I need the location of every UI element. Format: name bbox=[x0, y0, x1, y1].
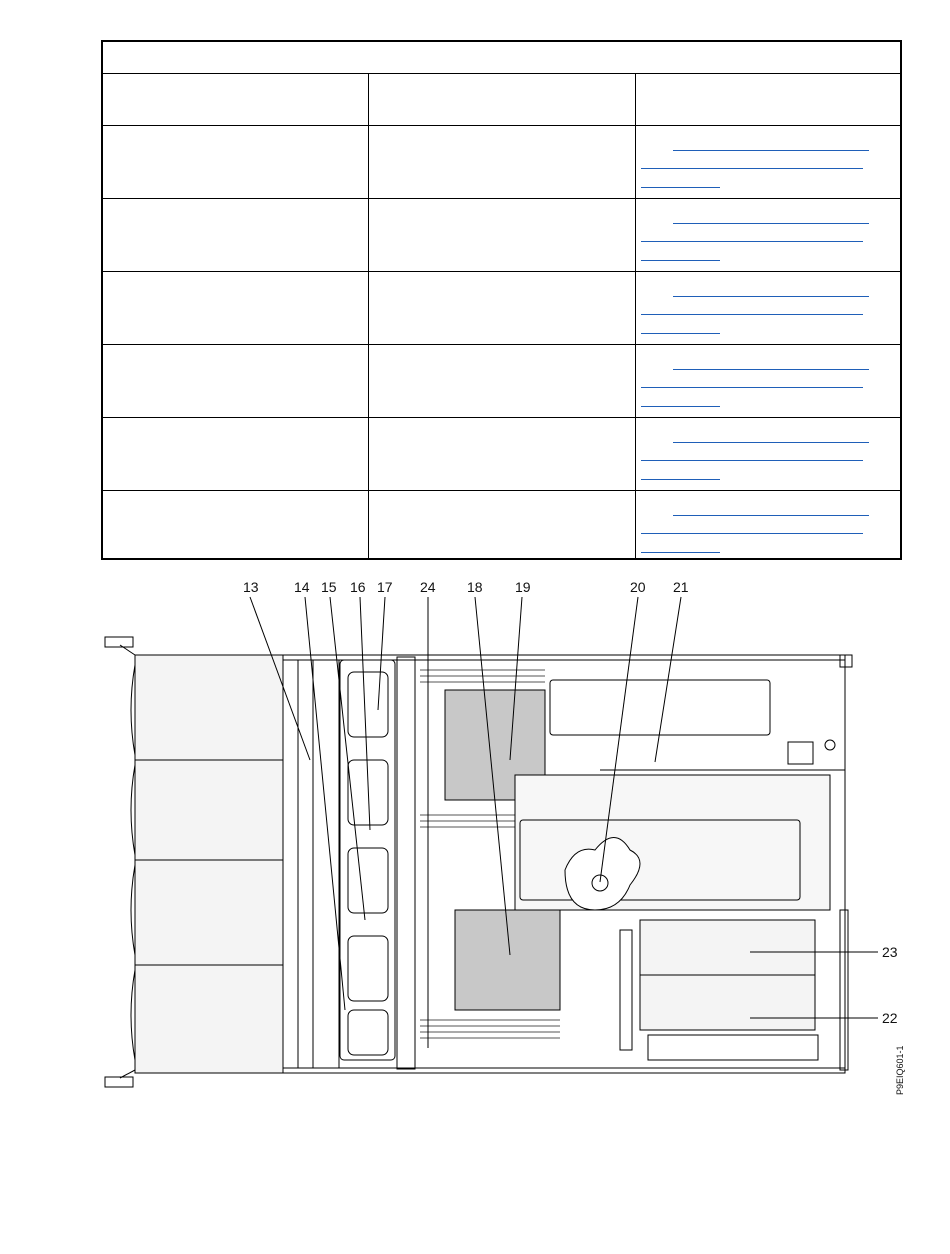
callout-14: 14 bbox=[294, 579, 310, 595]
link-underline[interactable] bbox=[673, 150, 869, 151]
link-underline[interactable] bbox=[673, 442, 869, 443]
callout-19: 19 bbox=[515, 579, 531, 595]
callout-24: 24 bbox=[420, 579, 436, 595]
callout-22: 22 bbox=[882, 1010, 898, 1026]
table-row bbox=[103, 491, 900, 564]
riser-cage bbox=[515, 775, 830, 910]
link-underline[interactable] bbox=[641, 387, 863, 388]
callout-15: 15 bbox=[321, 579, 337, 595]
link-underline[interactable] bbox=[641, 406, 720, 407]
figure-id: P9EIQ601-1 bbox=[895, 1045, 905, 1095]
rack-handle-bottom bbox=[105, 1077, 133, 1087]
link-underline[interactable] bbox=[641, 333, 720, 334]
link-underline[interactable] bbox=[673, 296, 869, 297]
table-header-row bbox=[103, 74, 900, 126]
table-row bbox=[103, 272, 900, 345]
link-underline[interactable] bbox=[641, 533, 863, 534]
link-underline[interactable] bbox=[641, 479, 720, 480]
link-underline[interactable] bbox=[641, 314, 863, 315]
pcie-riser-upper bbox=[550, 680, 770, 735]
callout-21: 21 bbox=[673, 579, 689, 595]
callout-17: 17 bbox=[377, 579, 393, 595]
link-underline[interactable] bbox=[673, 515, 869, 516]
callout-20: 20 bbox=[630, 579, 646, 595]
server-layout-diagram bbox=[0, 570, 950, 1130]
link-underline[interactable] bbox=[641, 260, 720, 261]
table-row bbox=[103, 345, 900, 418]
drive-bay bbox=[135, 655, 283, 1073]
link-underline[interactable] bbox=[673, 223, 869, 224]
callout-16: 16 bbox=[350, 579, 366, 595]
system-board-edge bbox=[397, 657, 415, 1069]
callout-13: 13 bbox=[243, 579, 259, 595]
table-row bbox=[103, 418, 900, 491]
table-title-row bbox=[103, 42, 900, 74]
table-row bbox=[103, 126, 900, 199]
link-underline[interactable] bbox=[641, 187, 720, 188]
parts-table bbox=[101, 40, 902, 560]
link-underline[interactable] bbox=[641, 460, 863, 461]
link-underline[interactable] bbox=[641, 241, 863, 242]
table-row bbox=[103, 199, 900, 272]
callout-23: 23 bbox=[882, 944, 898, 960]
link-underline[interactable] bbox=[641, 168, 863, 169]
link-underline[interactable] bbox=[673, 369, 869, 370]
link-underline[interactable] bbox=[641, 552, 720, 553]
rack-handle-top bbox=[105, 637, 133, 647]
callout-18: 18 bbox=[467, 579, 483, 595]
